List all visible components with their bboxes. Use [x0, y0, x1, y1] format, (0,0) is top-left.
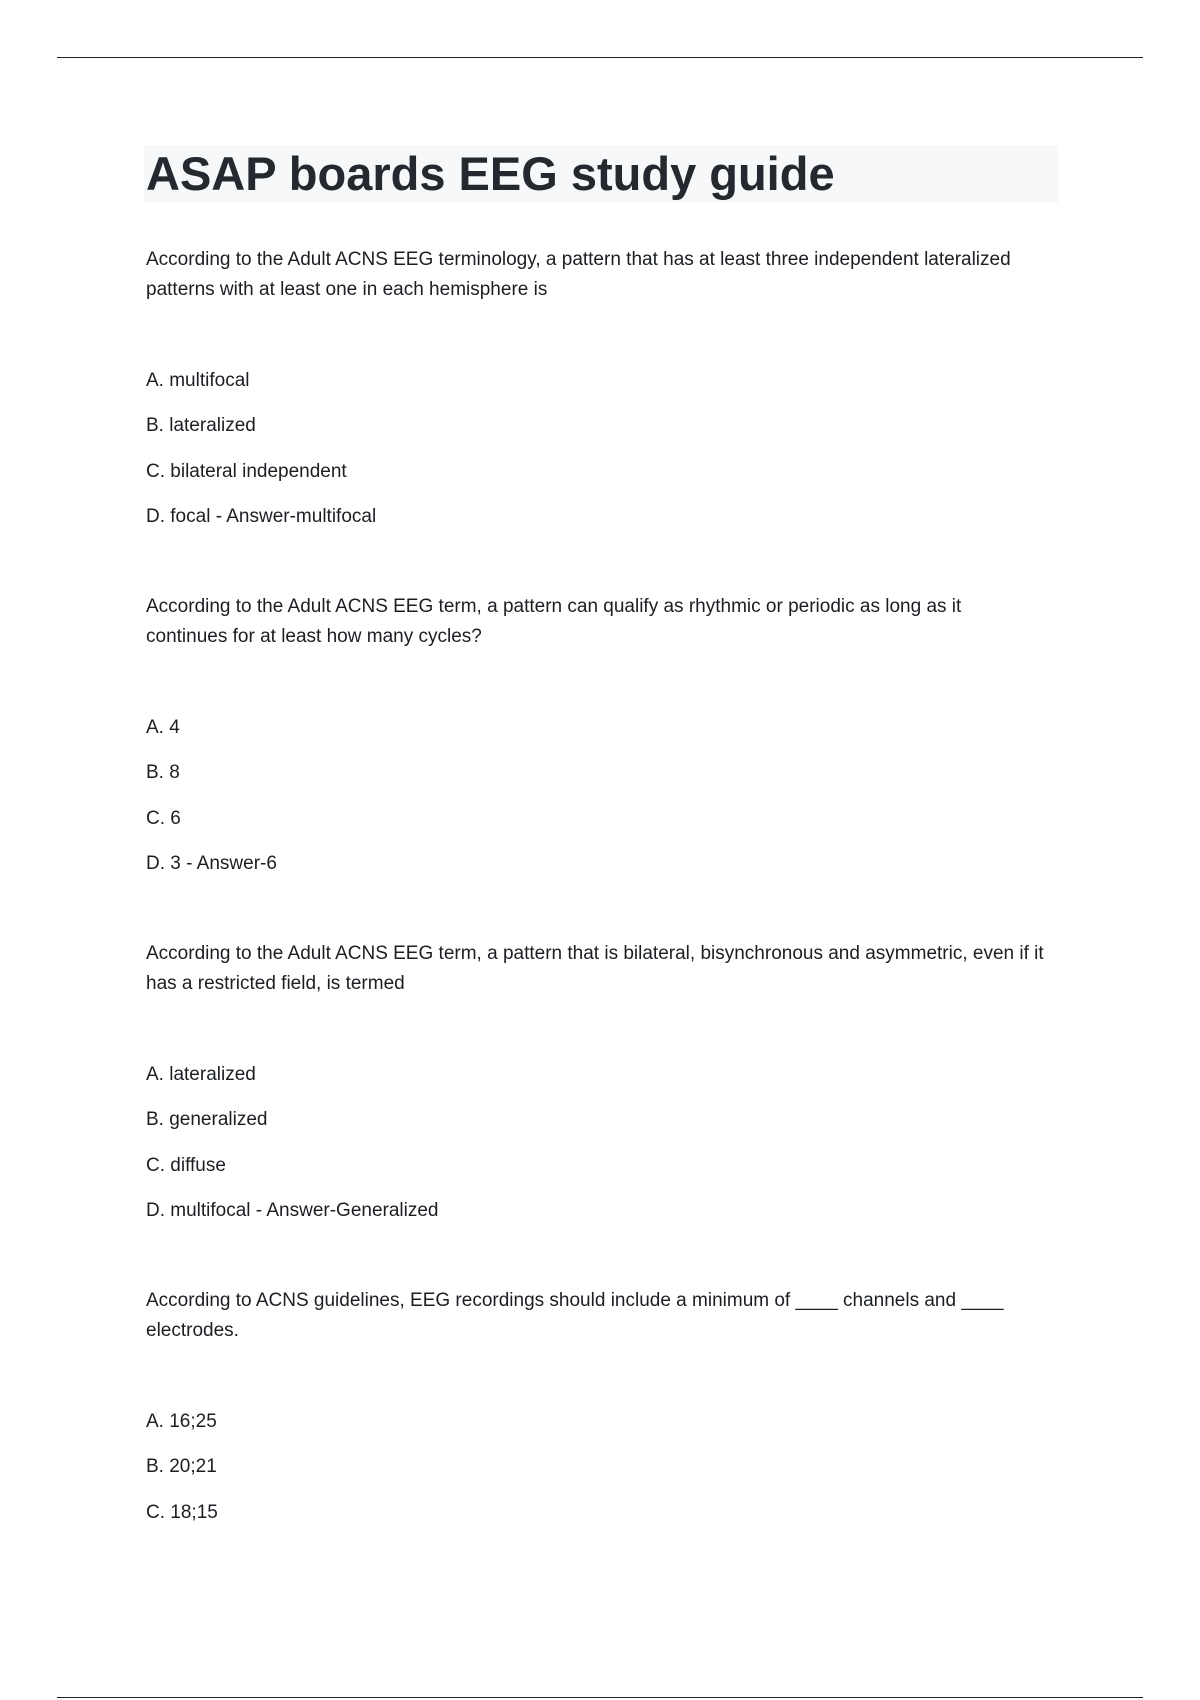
- question-3-text: According to the Adult ACNS EEG term, a pattern that is bilateral, bisynchronous and asymmetric, even if it has a restricted field, is termed: [146, 943, 1044, 994]
- question-3-option-b: B. generalized: [146, 1109, 268, 1130]
- question-2-text: According to the Adult ACNS EEG term, a pattern can qualify as rhythmic or periodic as long as it continues for at least how many cycles?: [146, 596, 962, 647]
- question-1-option-c: C. bilateral independent: [146, 461, 347, 482]
- question-1-option-a: A. multifocal: [146, 370, 250, 391]
- question-4-option-a: A. 16;25: [146, 1411, 217, 1432]
- question-3-option-c: C. diffuse: [146, 1155, 226, 1176]
- question-4-text: According to ACNS guidelines, EEG recordings should include a minimum of ____ channels and ____ electrodes.: [146, 1290, 1004, 1341]
- question-4-option-b: B. 20;21: [146, 1456, 217, 1477]
- question-2-option-d: D. 3 - Answer-6: [146, 853, 277, 874]
- question-3-option-d: D. multifocal - Answer-Generalized: [146, 1200, 439, 1221]
- header-rule: [57, 57, 1143, 58]
- question-1-option-d: D. focal - Answer-multifocal: [146, 506, 377, 527]
- footer-rule: [57, 1697, 1143, 1698]
- question-1-option-b: B. lateralized: [146, 415, 256, 436]
- question-4-option-c: C. 18;15: [146, 1502, 218, 1523]
- question-2-option-b: B. 8: [146, 762, 180, 783]
- document-title: ASAP boards EEG study guide: [146, 147, 835, 200]
- question-2-option-c: C. 6: [146, 808, 181, 829]
- question-3-option-a: A. lateralized: [146, 1064, 256, 1085]
- question-1-text: According to the Adult ACNS EEG terminology, a pattern that has at least three independent lateralized patterns with at least one in each hemisphere is: [146, 249, 1011, 300]
- question-2-option-a: A. 4: [146, 717, 180, 738]
